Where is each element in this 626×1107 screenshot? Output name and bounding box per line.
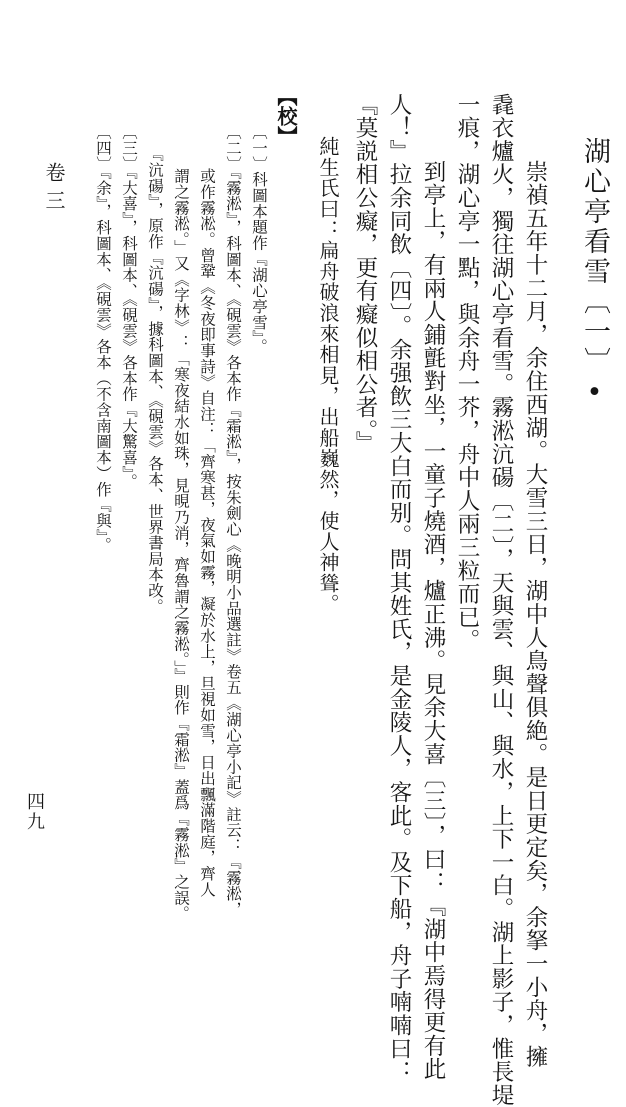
title: 湖心亭看雪〔一〕• <box>579 137 610 411</box>
body-line-2: 毳衣爐火，獨往湖心亭看雪。霧淞沆碭〔二〕，天與雲、與山、與水，上下一白。湖上影子，惟長堤 <box>488 93 514 1107</box>
note-3: 〔三〕『大喜』，科圖本、《硯雲》各本作『大驚喜』。 <box>120 124 138 490</box>
note-2-cont-a: 或作霧凇。曾鞏《冬夜即事詩》自注：「齊寒甚，夜氣如霧，凝於水上，旦視如雪，日出飄滿階庭，齊人 <box>198 168 216 898</box>
note-4: 〔四〕『余』，科圖本、《硯雲》各本（不含南圖本）作『與』。 <box>94 124 112 553</box>
verse-line: 純生氏曰：扁舟破浪來相見，出船巍然，使人神聳。 <box>316 136 340 615</box>
body-line-4: 到亭上，有兩人鋪氈對坐，一童子燒酒，爐正沸。見余大喜〔三〕，曰：『湖中焉得更有此 <box>420 160 446 1081</box>
body-line-3: 一痕，湖心亭一點，與余舟一芥，舟中人兩三粒而已。 <box>454 93 480 653</box>
note-2-cont-b: 謂之霧淞。」又《字林》：「寒夜結水如珠，見晛乃消，齊魯謂之霧淞。」』則作『霜淞』蓋爲『霧淞』之誤。 <box>172 168 190 922</box>
body-line-1: 崇禎五年十二月，余住西湖。大雪三日，湖中人鳥聲俱絶。是日更定矣，余拏一小舟，擁 <box>522 160 548 1069</box>
note-2-cont-c: 『沆碭』，原作『沆碭』，據科圖本、《硯雲》各本、世界書局本改。 <box>146 146 164 615</box>
page-number: 四九 <box>24 792 45 832</box>
folio-label: 卷三 <box>42 162 66 218</box>
body-line-5: 人！』拉余同飲〔四〕。余强飲三大白而别。問其姓氏，是金陵人，客此。及下船，舟子喃喃曰： <box>386 93 412 1084</box>
note-2: 〔二〕『霧淞』，科圖本、《硯雲》各本作『霜淞』，按朱劍心《晚明小品選註》卷五《湖心亭小記》註云：『霧淞， <box>224 124 242 918</box>
notes-heading: 【校】 <box>274 86 298 146</box>
note-1: 〔一〕科圖本題作『湖心亭雪』。 <box>250 124 268 354</box>
body-line-6: 『莫説相公癡，更有癡似相公者。』 <box>352 93 378 455</box>
